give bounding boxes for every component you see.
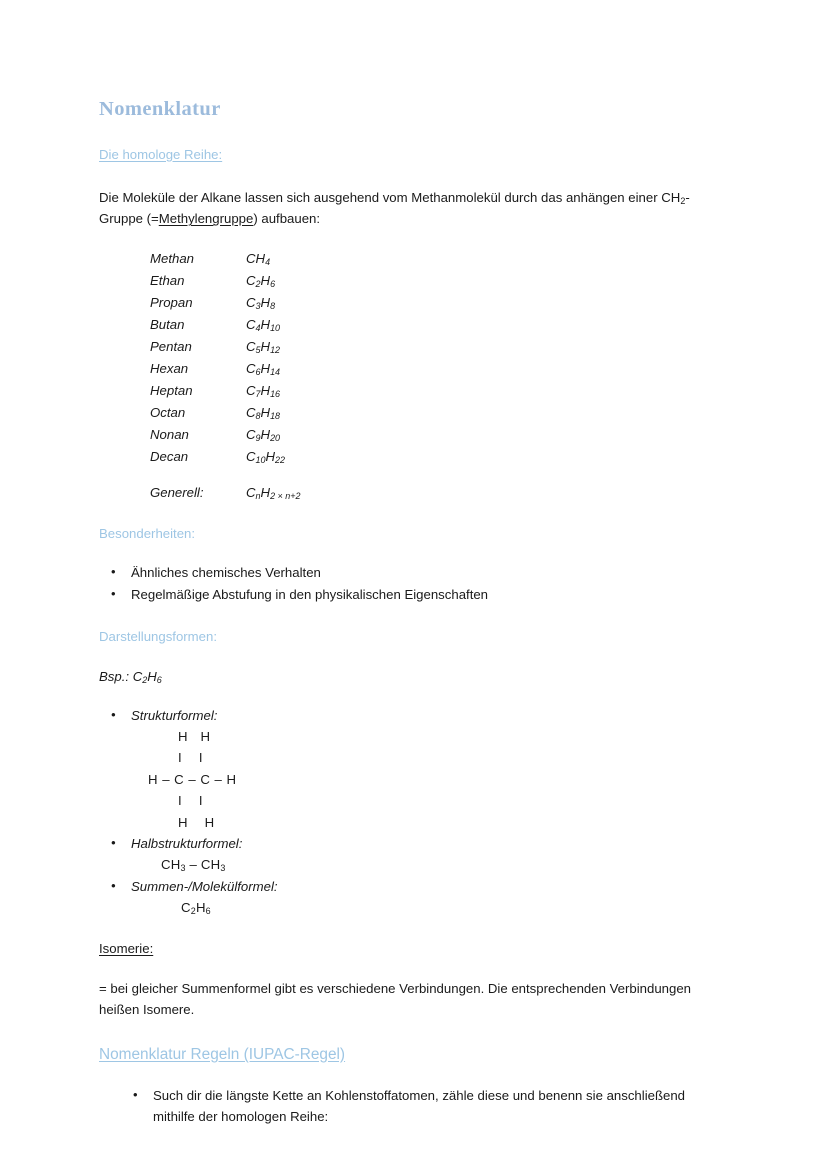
formula-part-a: CH bbox=[161, 857, 181, 873]
formula-h-sub: 4 bbox=[265, 256, 271, 267]
formula-h-sub: 22 bbox=[275, 454, 286, 465]
isomerie-paragraph: = bei gleicher Summenformel gibt es verschiedene Verbindungen. Die entsprechenden Verbindungen heißen Isomere. bbox=[99, 980, 691, 1018]
alkane-formula bbox=[246, 380, 301, 402]
formula-c: C bbox=[246, 316, 256, 332]
section-heading-isomerie: Isomerie: bbox=[99, 940, 154, 956]
darstellungsformen-bullet-list bbox=[99, 705, 738, 726]
table-row bbox=[150, 270, 301, 292]
alkane-formula bbox=[246, 424, 301, 446]
formula-c-sub: 8 bbox=[255, 410, 261, 421]
section-heading-darstellungsformen: Darstellungsformen: bbox=[99, 628, 218, 644]
struct-line-4: I I bbox=[178, 793, 203, 809]
formula-c: C bbox=[246, 250, 256, 266]
section-heading-besonderheiten: Besonderheiten: bbox=[99, 526, 196, 542]
formula-dash: – bbox=[185, 857, 201, 873]
formula-c: C bbox=[246, 426, 256, 442]
example-sub-1: 2 bbox=[142, 675, 148, 686]
alkane-series-table bbox=[150, 248, 301, 505]
homologe-reihe-intro-paragraph bbox=[99, 187, 724, 230]
formula-h: H bbox=[255, 250, 266, 266]
list-item: • Such dir die längste Kette an Kohlenstoffatomen, zähle diese und benenn sie anschließend mithilfe der homologen Reihe: bbox=[121, 1085, 718, 1128]
formula-c: C bbox=[246, 272, 256, 288]
table-row bbox=[150, 380, 301, 402]
formula-part-b-sub: 3 bbox=[220, 863, 226, 874]
formula-h-sub: 20 bbox=[270, 432, 281, 443]
alkane-name: Butan bbox=[150, 316, 185, 332]
formula-h-sub: 14 bbox=[270, 366, 281, 377]
alkane-formula bbox=[246, 336, 301, 358]
list-item-summenformel: • Summen-/Molekülformel: bbox=[99, 876, 738, 897]
summenformel-formula bbox=[181, 897, 738, 918]
formula-c-sub: 2 bbox=[255, 278, 261, 289]
formula-c: C bbox=[246, 382, 256, 398]
table-row bbox=[150, 358, 301, 380]
section-heading-homologe-reihe: Die homologe Reihe: bbox=[99, 146, 223, 162]
struct-line-1: H H bbox=[178, 729, 211, 744]
alkane-name: Decan bbox=[150, 448, 189, 464]
formula-c: C bbox=[246, 404, 256, 420]
intro-text-part3: ) aufbauen: bbox=[253, 211, 321, 227]
alkane-name: Propan bbox=[150, 294, 193, 310]
example-label bbox=[99, 666, 738, 687]
struct-line-2: I I bbox=[178, 750, 203, 766]
formula-c-sub: 7 bbox=[255, 388, 261, 399]
list-item-halbstrukturformel: • Halbstrukturformel: bbox=[99, 833, 738, 854]
alkane-formula bbox=[246, 314, 301, 336]
alkane-formula bbox=[246, 358, 301, 380]
formula-c: C bbox=[246, 448, 256, 464]
example-h: H bbox=[147, 669, 157, 685]
formula-c-sub: 4 bbox=[255, 322, 261, 333]
formula-c: C bbox=[181, 900, 191, 916]
alkane-formula bbox=[246, 292, 301, 314]
list-item: • Regelmäßige Abstufung in den physikalischen Eigenschaften bbox=[99, 584, 738, 605]
list-item-strukturformel: • Strukturformel: bbox=[99, 705, 738, 726]
formula-c-sub: 10 bbox=[255, 454, 266, 465]
formula-h-sub: 8 bbox=[270, 300, 276, 311]
formula-c-sub: 6 bbox=[255, 366, 261, 377]
formula-c-sub: 3 bbox=[255, 300, 261, 311]
nomenklatur-regeln-bullet-list bbox=[121, 1085, 738, 1128]
table-row-general bbox=[150, 468, 301, 504]
table-row bbox=[150, 424, 301, 446]
intro-text-part2: -Gruppe (= bbox=[99, 189, 690, 227]
table-row bbox=[150, 336, 301, 358]
halbstrukturformel-formula bbox=[161, 854, 738, 875]
formula-h-sub: 2 × n+2 bbox=[270, 491, 301, 501]
list-item: • Ähnliches chemisches Verhalten bbox=[99, 562, 738, 583]
alkane-formula bbox=[246, 446, 301, 468]
table-row bbox=[150, 402, 301, 424]
formula-h: H bbox=[260, 404, 271, 420]
intro-subscript: 2 bbox=[680, 195, 686, 206]
formula-h-sub: 6 bbox=[270, 278, 276, 289]
formula-h-sub: 16 bbox=[270, 388, 281, 399]
example-text: Bsp.: C bbox=[99, 669, 143, 685]
besonderheiten-bullet-list bbox=[99, 562, 738, 605]
intro-text-part1: Die Moleküle der Alkane lassen sich ausgehend vom Methanmolekül durch das anhängen einer CH bbox=[99, 189, 681, 205]
general-label: Generell: bbox=[150, 485, 204, 501]
formula-h: H bbox=[260, 360, 271, 376]
table-row bbox=[150, 446, 301, 468]
table-row bbox=[150, 248, 301, 270]
structural-formula-diagram bbox=[148, 726, 738, 833]
formula-c-sub: 5 bbox=[255, 344, 261, 355]
alkane-formula bbox=[246, 270, 301, 292]
formula-h: H bbox=[260, 382, 271, 398]
example-sub-2: 6 bbox=[156, 675, 162, 686]
formula-h-sub: 18 bbox=[270, 410, 281, 421]
formula-c-sub: 9 bbox=[255, 432, 261, 443]
alkane-name: Ethan bbox=[150, 272, 185, 288]
formula-h: H bbox=[260, 294, 271, 310]
alkane-name: Octan bbox=[150, 404, 186, 420]
alkane-name: Heptan bbox=[150, 382, 193, 398]
formula-part-a-sub: 3 bbox=[180, 863, 186, 874]
formula-h: H bbox=[260, 426, 271, 442]
formula-part-b: CH bbox=[200, 857, 221, 873]
formula-h: H bbox=[260, 316, 271, 332]
alkane-name: Methan bbox=[150, 250, 194, 266]
formula-h-sub: 6 bbox=[205, 906, 211, 917]
alkane-formula bbox=[246, 402, 301, 424]
formula-h: H bbox=[260, 272, 271, 288]
section-heading-nomenklatur-regeln: Nomenklatur Regeln (IUPAC-Regel) bbox=[99, 1045, 346, 1063]
formula-h: H bbox=[265, 448, 276, 464]
formula-h: H bbox=[195, 900, 206, 916]
summenformel-bullet-list bbox=[99, 876, 738, 897]
intro-underlined-term: Methylengruppe bbox=[158, 211, 254, 227]
formula-c: C bbox=[246, 338, 256, 354]
formula-c-sub: n bbox=[255, 491, 261, 501]
alkane-name: Pentan bbox=[150, 338, 192, 354]
struct-line-5: H H bbox=[178, 814, 215, 830]
formula-c-sub: 2 bbox=[190, 906, 196, 917]
general-formula bbox=[246, 468, 301, 504]
page-title: Nomenklatur bbox=[99, 98, 221, 120]
alkane-name: Hexan bbox=[150, 360, 189, 376]
alkane-name: Nonan bbox=[150, 426, 189, 442]
formula-h: H bbox=[260, 338, 271, 354]
formula-h-sub: 12 bbox=[270, 344, 281, 355]
table-row bbox=[150, 314, 301, 336]
formula-h: H bbox=[260, 485, 271, 501]
alkane-formula bbox=[246, 248, 301, 270]
formula-h-sub: 10 bbox=[270, 322, 281, 333]
table-row bbox=[150, 292, 301, 314]
halbstrukturformel-bullet-list bbox=[99, 833, 738, 854]
struct-line-3: H – C – C – H bbox=[148, 771, 237, 787]
formula-c: C bbox=[246, 485, 256, 501]
formula-c: C bbox=[246, 294, 256, 310]
formula-c: C bbox=[246, 360, 256, 376]
